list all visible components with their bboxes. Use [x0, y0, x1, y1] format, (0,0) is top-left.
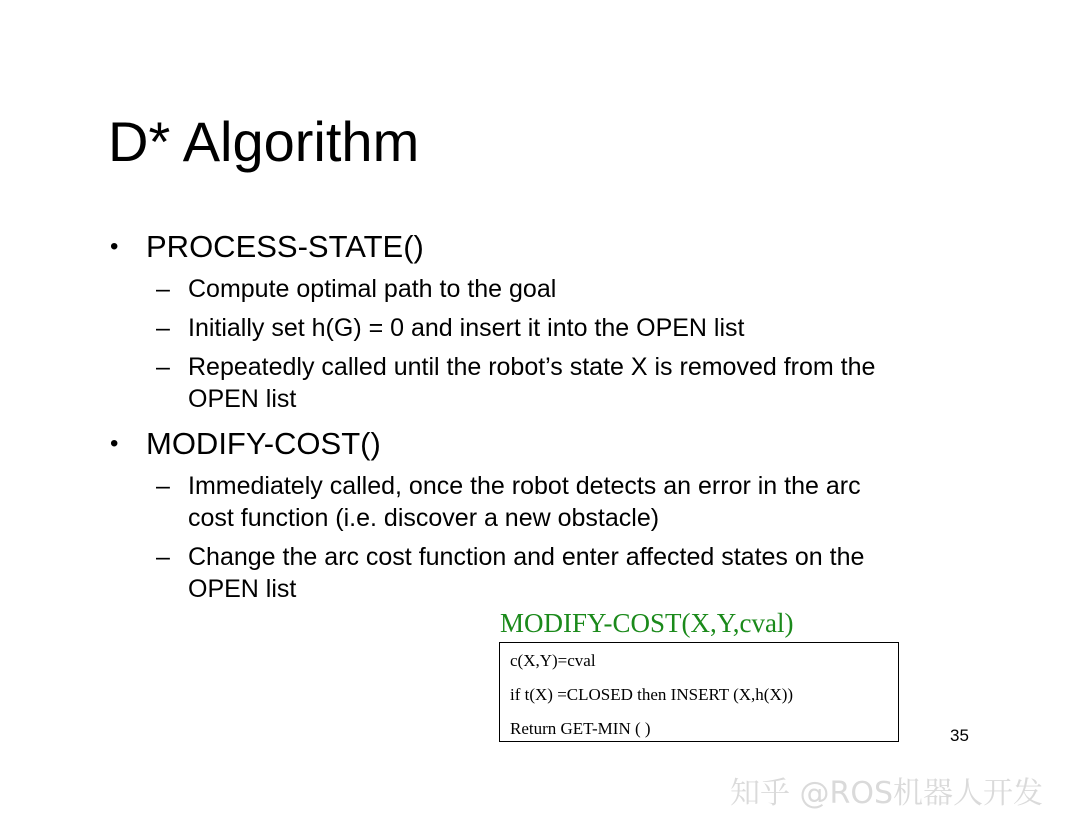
- code-box-title: MODIFY-COST(X,Y,cval): [500, 608, 794, 638]
- sub-bullet-text: Change the arc cost function and enter affected states on the: [188, 543, 865, 571]
- sub-bullet-text-continued: OPEN list: [188, 575, 297, 603]
- bullet-modify-cost: [0, 425, 1080, 463]
- bullet-marker: •: [110, 430, 119, 457]
- sub-bullet-marker: –: [156, 472, 170, 500]
- page-number: 35: [950, 726, 969, 745]
- sub-bullet-text: Initially set h(G) = 0 and insert it into the OPEN list: [188, 314, 745, 342]
- sub-bullet-marker: –: [156, 543, 170, 571]
- bullet-text: MODIFY-COST(): [146, 426, 381, 461]
- sub-bullet-text: Immediately called, once the robot detects an error in the arc: [188, 472, 861, 500]
- code-line: c(X,Y)=cval: [510, 651, 596, 670]
- watermark: 知乎 @ROS机器人开发: [730, 776, 1044, 811]
- code-line: Return GET-MIN ( ): [510, 719, 651, 738]
- sub-bullet-text: Compute optimal path to the goal: [188, 275, 557, 303]
- slide-title: D* Algorithm: [108, 110, 420, 173]
- code-box: [499, 642, 899, 742]
- bullet-text: PROCESS-STATE(): [146, 229, 424, 264]
- sub-bullet-marker: –: [156, 275, 170, 303]
- sub-bullet-marker: –: [156, 314, 170, 342]
- sub-bullet-text-continued: cost function (i.e. discover a new obstacle): [188, 504, 660, 532]
- sub-bullet-text-continued: OPEN list: [188, 385, 297, 413]
- bullet-marker: •: [110, 233, 119, 260]
- sub-bullet-marker: –: [156, 353, 170, 381]
- bullet-process-state: [0, 228, 1080, 266]
- code-line: if t(X) =CLOSED then INSERT (X,h(X)): [510, 685, 794, 704]
- sub-bullet-text: Repeatedly called until the robot’s state X is removed from the: [188, 353, 876, 381]
